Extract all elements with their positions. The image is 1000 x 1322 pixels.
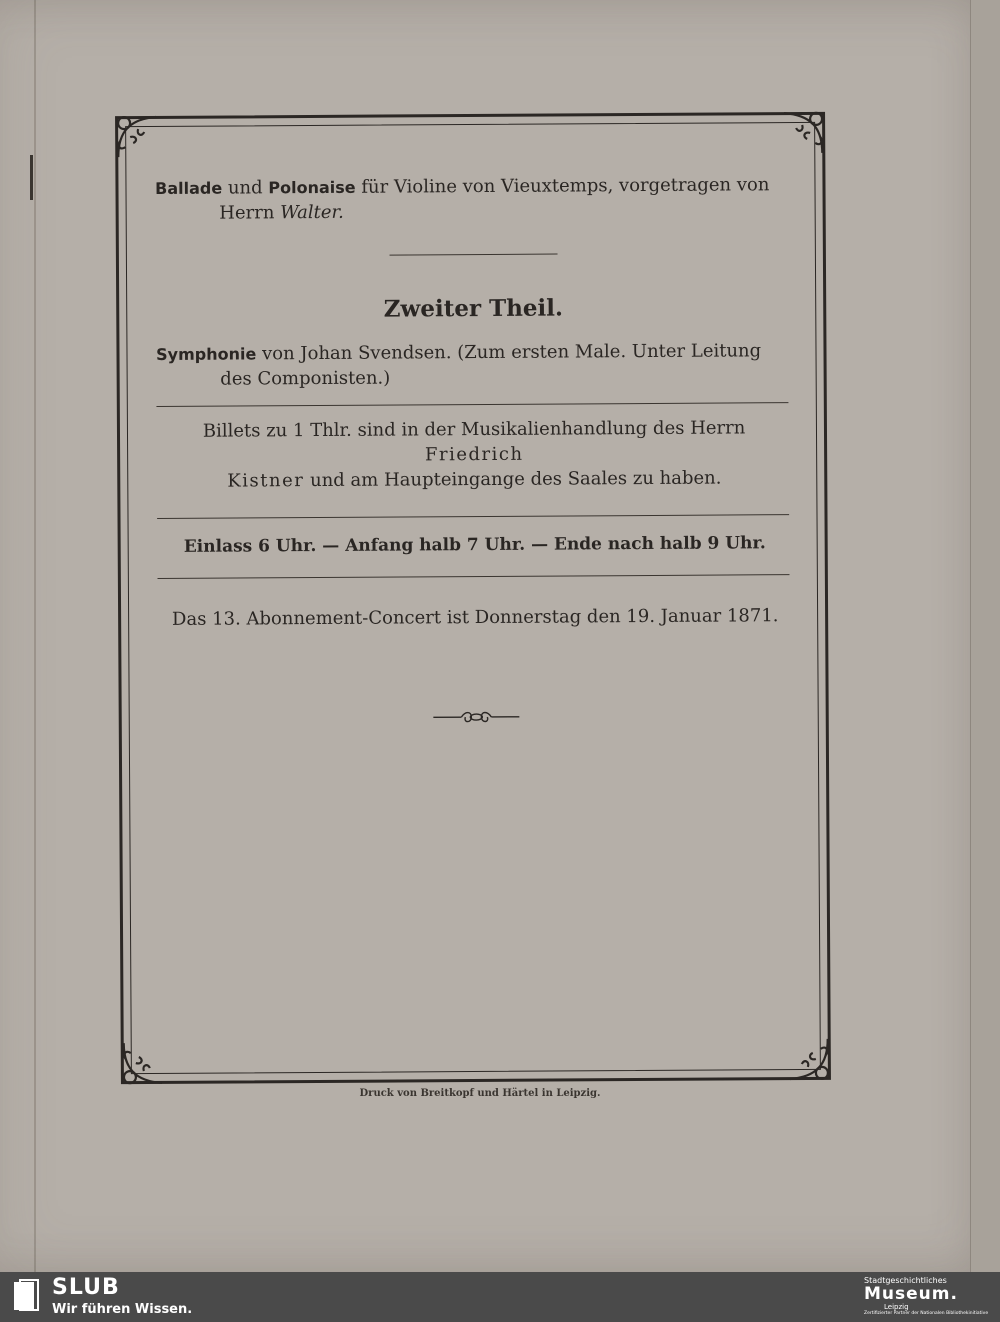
ticket-name-kistner: Kistner <box>227 470 305 492</box>
ticket-line-2 <box>157 465 792 494</box>
ticket-line-1 <box>157 415 792 469</box>
library-tagline: Wir führen Wissen. <box>52 1302 193 1317</box>
rule-above-tickets <box>156 402 788 407</box>
flourish-ornament-icon <box>431 708 521 728</box>
section-divider <box>389 254 557 256</box>
corner-ornament-top-right-icon <box>776 107 828 159</box>
corner-ornament-top-left-icon <box>112 111 164 163</box>
ballade-description: für Violine von Vieuxtemps, vorgetragen von <box>361 174 770 198</box>
concert-times: Einlass 6 Uhr. — Anfang halb 7 Uhr. — Ende nach halb 9 Uhr. <box>183 533 766 557</box>
symphonie-entry <box>156 338 791 392</box>
partner-city: Leipzig <box>884 1303 909 1311</box>
digitization-footer <box>0 1272 1000 1322</box>
symphonie-description: von Johan Svendsen. (Zum ersten Male. Unter Leitung <box>261 340 762 365</box>
spine-mark <box>30 155 33 200</box>
rule-above-times <box>157 514 789 519</box>
corner-ornament-bottom-right-icon <box>782 1033 834 1085</box>
partner-top: Stadtgeschichtliches <box>864 1276 947 1285</box>
symphonie-line2: des Componisten.) <box>220 367 391 390</box>
ballade-performer-line <box>155 197 790 226</box>
slub-logo-icon <box>12 1278 40 1314</box>
ticket-name-friedrich: Friedrich <box>424 443 524 466</box>
symphonie-title: Symphonie <box>156 344 257 364</box>
ballade-title: Ballade <box>155 178 223 198</box>
partner-logo <box>864 1276 994 1316</box>
ticket-text-1: Billets zu 1 Thlr. sind in der Musikalienhandlung des Herrn <box>202 417 746 442</box>
ballade-entry <box>155 172 790 226</box>
partner-name: Museum. <box>864 1284 958 1304</box>
printer-imprint: Druck von Breitkopf und Härtel in Leipzig. <box>359 1088 601 1099</box>
page-fold-edge <box>34 0 36 1272</box>
corner-ornament-bottom-left-icon <box>118 1037 170 1089</box>
library-name: SLUB <box>52 1275 120 1300</box>
next-concert-notice: Das 13. Abonnement-Concert ist Donnerstag den 19. Januar 1871. <box>171 605 779 630</box>
programme-content <box>155 166 793 729</box>
ballade-herrn: Herrn <box>219 202 275 224</box>
ticket-text-2: und am Haupteingange des Saales zu haben. <box>310 467 722 492</box>
partner-subline: Zertifizierter Partner der Nationalen Bibliothekinitiative <box>864 1311 989 1316</box>
ballade-und: und <box>227 177 263 199</box>
part-heading: Zweiter Theil. <box>383 294 564 323</box>
rule-below-times <box>157 574 789 579</box>
next-page-edge <box>970 0 1000 1272</box>
ticket-info <box>157 415 792 494</box>
polonaise-title: Polonaise <box>268 177 356 198</box>
ballade-performer: Walter. <box>280 201 344 224</box>
